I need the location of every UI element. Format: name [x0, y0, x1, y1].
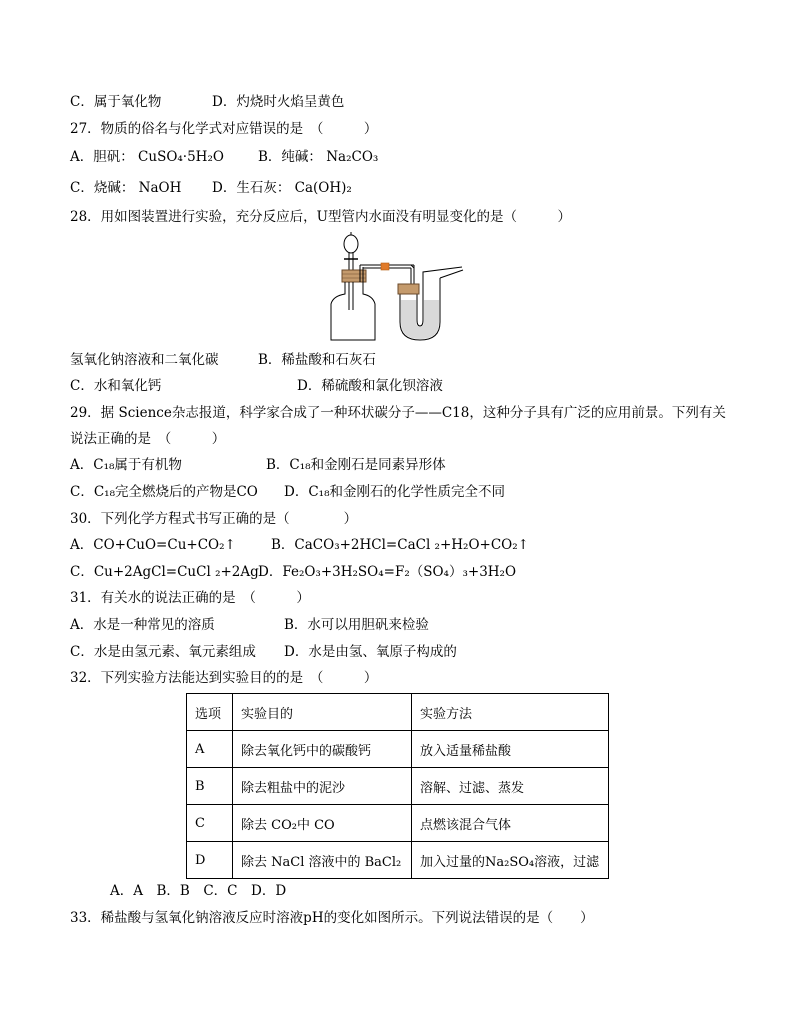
- q32-stem: 32．下列实验方法能达到实验目的的是 （ ）: [70, 670, 378, 686]
- q31-option-c: C．水是由氢元素、氧元素组成: [70, 644, 256, 660]
- cell-method: 溶解、过滤、蒸发: [412, 768, 609, 805]
- q30-stem: 30．下列化学方程式书写正确的是（ ）: [70, 511, 358, 527]
- cell-method: 放入适量稀盐酸: [412, 731, 609, 768]
- q27-b-formula: Na₂CO₃: [326, 149, 379, 165]
- cell-purpose: 除去粗盐中的泥沙: [233, 768, 412, 805]
- cell-option: A: [187, 731, 233, 768]
- cell-method: 加入过量的Na₂SO₄溶液，过滤: [412, 842, 609, 879]
- q26-option-d: D．灼烧时火焰呈黄色: [212, 94, 345, 110]
- q28-stem: 28．用如图装置进行实验，充分反应后，U型管内水面没有明显变化的是（ ）: [70, 209, 572, 225]
- q31-option-a: A．水是一种常见的溶质: [70, 617, 215, 633]
- cell-purpose: 除去 NaCl 溶液中的 BaCl₂: [233, 842, 412, 879]
- q27-stem: 27．物质的俗名与化学式对应错误的是 （ ）: [70, 121, 378, 137]
- q31-stem: 31．有关水的说法正确的是 （ ）: [70, 590, 310, 606]
- table-row: [187, 805, 609, 842]
- q31-option-b: B．水可以用胆矾来检验: [284, 617, 429, 633]
- q29-option-b: B．C₁₈和金刚石是同素异形体: [266, 457, 446, 473]
- header-method: 实验方法: [412, 694, 609, 731]
- cell-method: 点燃该混合气体: [412, 805, 609, 842]
- table-row: [187, 842, 609, 879]
- q29-option-a: A．C₁₈属于有机物: [70, 457, 182, 473]
- q27-option-a: [70, 148, 224, 166]
- q30-option-d: D．Fe₂O₃+3H₂SO₄=F₂（SO₄）₃+3H₂O: [258, 564, 517, 580]
- table-header-row: [187, 694, 609, 731]
- q30-option-a: A．CO+CuO=Cu+CO₂↑: [70, 537, 236, 553]
- cell-option: B: [187, 768, 233, 805]
- q27-option-b: [258, 148, 378, 166]
- q29-stem-line1: 29．据 Science杂志报道，科学家合成了一种环状碳分子——C18，这种分子具有广泛的应用前景。下列有关: [70, 405, 726, 421]
- q32-options: A．A B．B C．C D．D: [110, 883, 287, 899]
- q27-b-label: B．纯碱：: [258, 149, 322, 165]
- q28-option-c: C．水和氧化钙: [70, 378, 162, 394]
- q33-stem: 33．稀盐酸与氢氧化钠溶液反应时溶液pH的变化如图所示。下列说法错误的是（ ）: [70, 910, 594, 926]
- header-option: 选项: [187, 694, 233, 731]
- q29-stem-line2: 说法正确的是 （ ）: [70, 431, 226, 447]
- cell-option: D: [187, 842, 233, 879]
- q30-option-b: B．CaCO₃+2HCl=CaCl ₂+H₂O+CO₂↑: [271, 537, 529, 553]
- q28-option-b: B．稀盐酸和石灰石: [258, 352, 376, 368]
- apparatus-figure: [325, 232, 470, 344]
- q26-option-c: C．属于氧化物: [70, 94, 162, 110]
- table-row: [187, 731, 609, 768]
- q29-option-d: D．C₁₈和金刚石的化学性质完全不同: [284, 484, 505, 500]
- cell-purpose: 除去氧化钙中的碳酸钙: [233, 731, 412, 768]
- cell-purpose: 除去 CO₂中 CO: [233, 805, 412, 842]
- q28-option-d: D．稀硫酸和氯化钡溶液: [297, 378, 443, 394]
- q30-option-c: C．Cu+2AgCl=CuCl ₂+2Ag: [70, 564, 259, 580]
- cell-option: C: [187, 805, 233, 842]
- q27-a-formula: CuSO₄·5H₂O: [138, 149, 224, 165]
- q29-option-c: C．C₁₈完全燃烧后的产物是CO: [70, 484, 258, 500]
- q28-option-a: 氢氧化钠溶液和二氧化碳: [70, 352, 219, 368]
- q27-a-label: A．胆矾：: [70, 149, 134, 165]
- q27-c-label: C．烧碱：: [70, 180, 135, 196]
- q31-option-d: D．水是由氢、氧原子构成的: [284, 644, 457, 660]
- q27-c-formula: NaOH: [138, 180, 182, 196]
- experiment-table: [186, 693, 609, 879]
- table-row: [187, 768, 609, 805]
- header-purpose: 实验目的: [233, 694, 412, 731]
- q27-d-label: D．生石灰：: [212, 180, 291, 196]
- q27-option-c: [70, 179, 181, 197]
- q27-option-d: [212, 179, 352, 197]
- q27-d-formula: Ca(OH)₂: [294, 180, 352, 196]
